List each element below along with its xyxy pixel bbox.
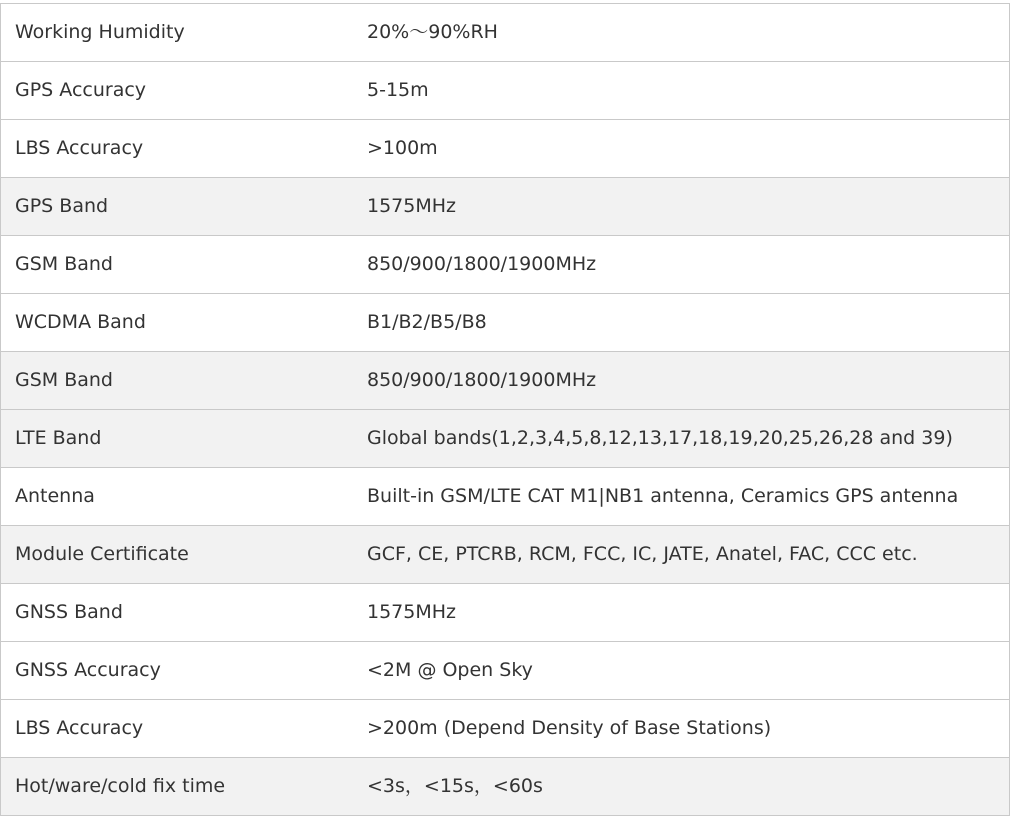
spec-value: 850/900/1800/1900MHz xyxy=(354,236,1010,294)
spec-label: GNSS Band xyxy=(1,584,355,642)
spec-row xyxy=(1,584,1010,642)
spec-row xyxy=(1,526,1010,584)
spec-value: >200m (Depend Density of Base Stations) xyxy=(354,700,1010,758)
spec-value: Global bands(1,2,3,4,5,8,12,13,17,18,19,20,25,26,28 and 39) xyxy=(354,410,1010,468)
spec-label: Hot/ware/cold fix time xyxy=(1,758,355,816)
spec-row xyxy=(1,294,1010,352)
spec-value: Built-in GSM/LTE CAT M1|NB1 antenna, Ceramics GPS antenna xyxy=(354,468,1010,526)
spec-label: GNSS Accuracy xyxy=(1,642,355,700)
spec-row xyxy=(1,178,1010,236)
spec-value: 850/900/1800/1900MHz xyxy=(354,352,1010,410)
spec-row xyxy=(1,120,1010,178)
spec-row xyxy=(1,758,1010,816)
spec-row xyxy=(1,62,1010,120)
spec-value: GCF, CE, PTCRB, RCM, FCC, IC, JATE, Anatel, FAC, CCC etc. xyxy=(354,526,1010,584)
spec-value: 20%～90%RH xyxy=(354,4,1010,62)
spec-label: Working Humidity xyxy=(1,4,355,62)
spec-table xyxy=(0,3,1010,816)
spec-value: 5-15m xyxy=(354,62,1010,120)
spec-label: LBS Accuracy xyxy=(1,700,355,758)
spec-row xyxy=(1,4,1010,62)
spec-label: LTE Band xyxy=(1,410,355,468)
spec-row xyxy=(1,700,1010,758)
spec-label: Module Certificate xyxy=(1,526,355,584)
spec-label: GSM Band xyxy=(1,236,355,294)
spec-label: GPS Band xyxy=(1,178,355,236)
spec-value: B1/B2/B5/B8 xyxy=(354,294,1010,352)
spec-label: GPS Accuracy xyxy=(1,62,355,120)
spec-value: >100m xyxy=(354,120,1010,178)
spec-table-body xyxy=(1,4,1010,816)
spec-value: <3s，<15s，<60s xyxy=(354,758,1010,816)
spec-value: <2M @ Open Sky xyxy=(354,642,1010,700)
spec-value: 1575MHz xyxy=(354,584,1010,642)
spec-row xyxy=(1,352,1010,410)
spec-row xyxy=(1,236,1010,294)
spec-label: Antenna xyxy=(1,468,355,526)
spec-label: WCDMA Band xyxy=(1,294,355,352)
spec-value: 1575MHz xyxy=(354,178,1010,236)
spec-row xyxy=(1,410,1010,468)
spec-label: GSM Band xyxy=(1,352,355,410)
spec-row xyxy=(1,642,1010,700)
spec-row xyxy=(1,468,1010,526)
spec-label: LBS Accuracy xyxy=(1,120,355,178)
